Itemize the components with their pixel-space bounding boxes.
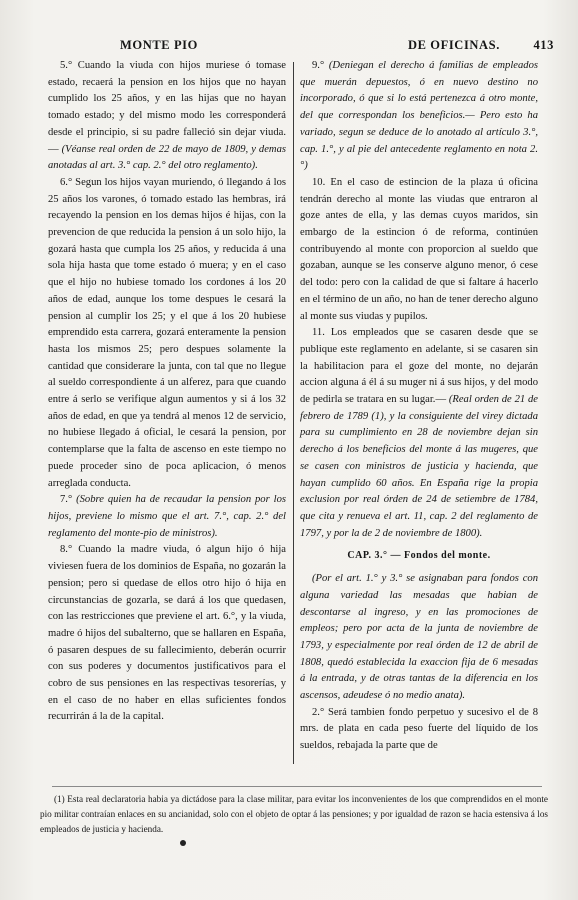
footnote (40, 792, 548, 837)
running-header-left: MONTE PIO (120, 38, 198, 52)
right-column (300, 58, 538, 755)
article-5-text: 5.° Cuando la viuda con hijos muriese ó tomase estado, recaerá la pension en los hijos que no hayan cumplido los 25 años, y en las hijas que no hayan tomado estado; y del mismo modo les corresponderá desde el principio, si su padre falleció sin dejar viuda.— (48, 60, 286, 155)
article-11 (300, 325, 538, 542)
fund-article-1-note: (Por el art. 1.° y 3.° se asignaban para fondos con alguna variedad las mesadas que habian de descontarse al ingreso, y en las promociones de empleos; pero por acta de la junta de noviembre de 1793, y especialmente por real órden de 12 de abril de 1808, quedó establecida la exaccion fija de 6 mesadas á la entrada, y de otras tantas de la diferencia en los ascensos, adeudese ó no medio anata). (300, 573, 538, 702)
left-column (48, 58, 286, 726)
footnote-rule (52, 786, 542, 787)
article-5-note: (Véanse real orden de 22 de mayo de 1809, y demas anotadas al art. 3.° cap. 2.° del otro reglamento). (48, 143, 286, 172)
chapter-heading: CAP. 3.° — Fondos del monte. (347, 550, 491, 562)
article-11-note: (Real orden de 21 de febrero de 1789 (1), y la consiguiente del virey dictada para su cumplimiento en 28 de noviembre dejan sin derecho á los beneficios del monte á las mugeres, que se casen con ministros de justicia y hacienda, que hayan cumplido 60 años. En España rige la propia exclusion por real órden de 24 de setiembre de 1784, que cita y renueva el art. 11, cap. 2 del reglamento de 1797, y por la de 2 de noviembre de 1800). (300, 394, 538, 539)
article-10: 10. En el caso de estincion de la plaza ú oficina tendrán derecho al monte las viudas que entraron al goze antes de ella, y las demas cuyos maridos, sin embargo de la estincion ó de reforma, continúen contribuyendo al monte con proporcion al sueldo que gozaban, aunque se les conserve alguno menor, ó cese del todo: pero con la calidad de que si faltare á hacerlo en el término de un año, no han de tener derecho alguno al monte sus viudas y pupilos. (300, 176, 538, 322)
article-11-text: 11. Los empleados que se casaren desde que se publique este reglamento en adelante, si se casaren sin la habilitacion para el goze del monte, no dejarán accion alguna á él á su muger ni á sus hijos, y del modo de pedirla se tratara en su lugar.— (300, 327, 538, 406)
article-5 (48, 58, 286, 175)
article-9-note: (Deniegan el derecho á familias de empleados que muerán depuestos, ó en nuevo destino no incorporado, ó que si lo está pertenezca á otro monte, del que correspondan los beneficios.— Pero esto ha variado, segun se deduce de lo anotado al artículo 3.°, cap. 1.°, y al pie del antecedente reglamento en nota 2.°) (300, 60, 538, 172)
footnote-text: (1) Esta real declaratoria habia ya dictádose para la clase militar, para evitar los inconvenientes de los que comprendidos en el monte pio militar contraían enlaces en su ancianidad, solo con el objeto de optar á las pensiones; y por igualdad de razon se hacia estensiva á los empleados de justicia y hacienda. (40, 794, 548, 834)
column-divider (293, 62, 294, 764)
running-header-right: DE OFICINAS. (408, 38, 500, 52)
fund-article-2: 2.° Será tambien fondo perpetuo y sucesivo el de 8 mrs. de plata en cada peso fuerte del líquido de los sueldos, rebajada la parte que de (300, 706, 538, 752)
ink-dot-mark (180, 840, 186, 846)
article-9 (300, 58, 538, 175)
running-header (20, 38, 564, 56)
article-9-number: 9.° (312, 60, 325, 71)
article-7-number: 7.° (60, 494, 73, 506)
fund-article-1 (300, 571, 538, 705)
article-7 (48, 492, 286, 542)
article-8: 8.° Cuando la madre viuda, ó algun hijo ó hija viviesen fuera de los dominios de España, no gozarán la pension; pero si quedase de ellos otro hijo ó hija en circunstancias de gozarla, se dará á los que quedasen, con las restricciones que previene el art. 6.°, y la viuda, madre ó hijos del subalterno, que se hallaren en España, ó pasaren despues de su fallecimiento, deberán ocurrir con sus poderes y documentos justificativos para el cobro de sus pensiones en las respectivas tesorerías, y en el caso de no haber en ellas suficientes fondos recurrirán á la de la capital. (48, 544, 286, 723)
article-7-note: (Sobre quien ha de recaudar la pension por los hijos, previene lo mismo que el art. 7.°, cap. 2.° del reglamento del monte-pio de ministros). (48, 494, 286, 539)
page-number: 413 (533, 38, 554, 52)
article-6: 6.° Segun los hijos vayan muriendo, ó llegando á los 25 años los varones, ó tomado estado las hembras, irá recayendo la pension en los demas hijos é hijas, con la prevencion de que reducida la pension á un solo hijo, la gozará hasta que cumpla los 25 años, y reducida á una sola hija hasta que tome estado ó muera; y en el caso que el hijo no hubiese tomado los cordones á los 20 años de edad, aunque los tome despues le cesará la pension al cumplir los 25; y el que á los 20 hubiese emprendido esta carrera, gozará enteramente la pension hasta los mismos 25; pero despues solamente la cantidad que considerare la junta, con tal que no llegue al sueldo correspondiente á un alferez, para que cuando entre á serlo se verifique algun aumentos y si á los 32 años de edad, en que ya tendrá al menos 12 de servicio, no hubiese llegado á oficial, le cesará la pension, por contemplarse que la falta de ascenso en este tiempo no puede proceder sino de poca aplicacion, ó menos arreglada conducta. (48, 176, 286, 489)
